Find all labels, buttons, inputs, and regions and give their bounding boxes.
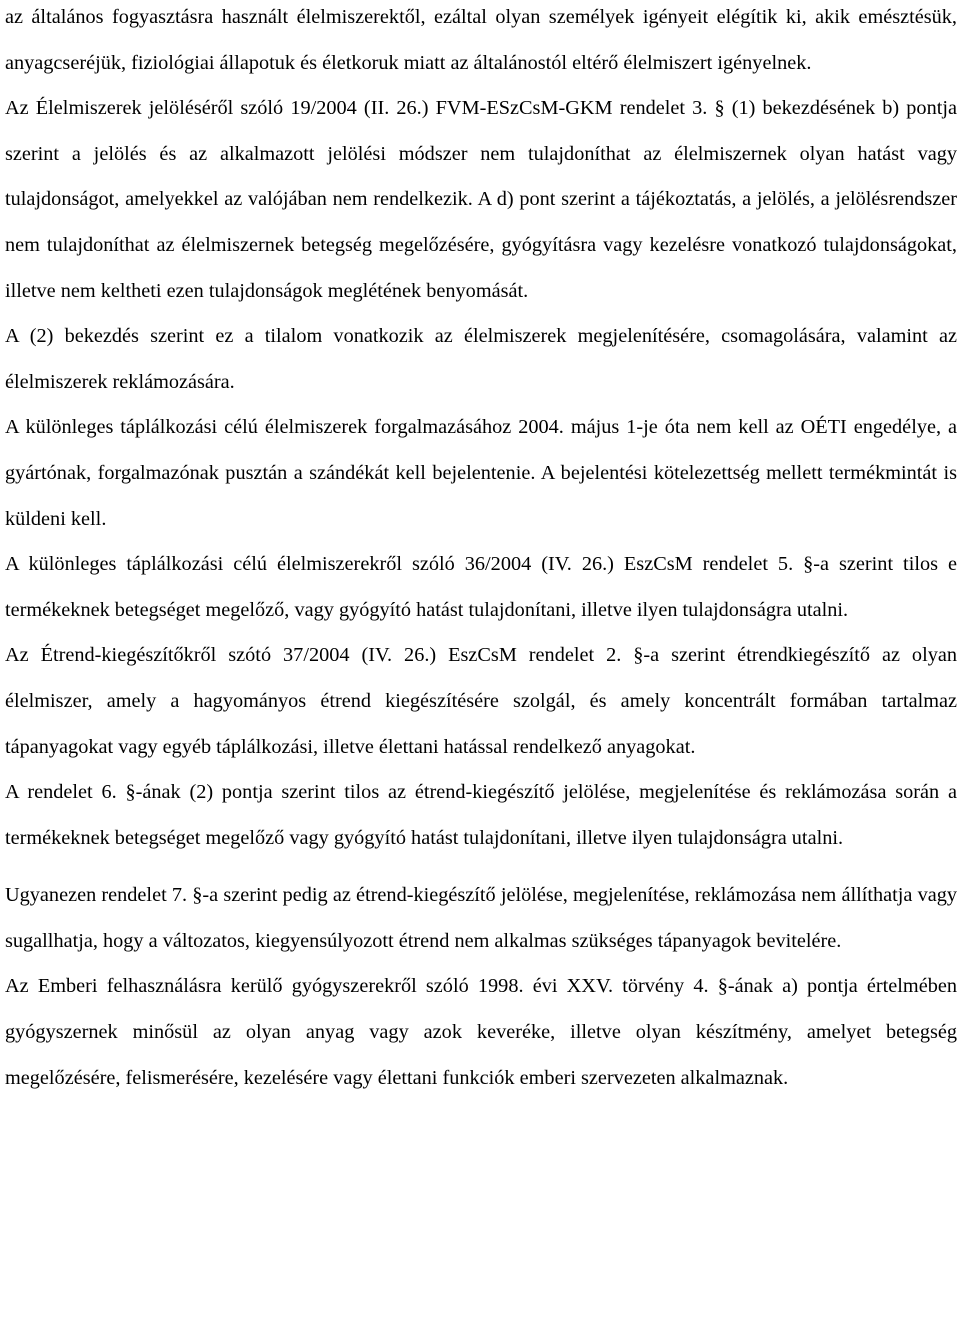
paragraph-intro-continuation: az általános fogyasztásra használt élelmiszerektől, ezáltal olyan személyek igényeit elégítik ki, akik emésztésük, anyagcseréjük, fiziológiai állapotuk és életkoruk miatt az általánostól eltérő élelmiszert igényelnek. (5, 6, 957, 74)
paragraph-medicine-definition: Az Emberi felhasználásra kerülő gyógyszerekről szóló 1998. évi XXV. törvény 4. §-ának a) pontja értelmében gyógyszernek minősül az olyan anyag vagy azok keveréke, illetve olyan készítmény, amelyet betegség megelőzésére, felismerésére, kezelésére vagy élettani funkciók emberi szervezeten alkalmaznak. (5, 975, 957, 1089)
paragraph-prohibition-scope: A (2) bekezdés szerint ez a tilalom vonatkozik az élelmiszerek megjelenítésére, csomagolására, valamint az élelmiszerek reklámozására. (5, 325, 957, 393)
paragraph-supplement-definition: Az Étrend-kiegészítőkről szótó 37/2004 (IV. 26.) EszCsM rendelet 2. §-a szerint étrendkiegészítő az olyan élelmiszer, amely a hagyományos étrend kiegészítésére szolgál, és amely koncentrált formában tartalmaz tápanyagokat vagy egyéb táplálkozási, illetve élettani hatással rendelkező anyagokat. (5, 644, 957, 758)
paragraph-notification: A különleges táplálkozási célú élelmiszerek forgalmazásához 2004. május 1-je óta nem kell az OÉTI engedélye, a gyártónak, forgalmazónak pusztán a szándékát kell bejelentenie. A bejelentési kötelezettség mellett termékmintát is küldeni kell. (5, 416, 957, 530)
paragraph-supplement-labeling: A rendelet 6. §-ának (2) pontja szerint tilos az étrend-kiegészítő jelölése, megjelenítése és reklámozása során a termékeknek betegséget megelőző vagy gyógyító hatást tulajdonítani, illetve ilyen tulajdonságra utalni. (5, 781, 957, 849)
paragraph-special-nutrition-decree: A különleges táplálkozási célú élelmiszerekről szóló 36/2004 (IV. 26.) EszCsM rendelet 5. §-a szerint tilos e termékeknek betegséget megelőző, vagy gyógyító hatást tulajdonítani, illetve ilyen tulajdonságra utalni. (5, 553, 957, 621)
paragraph-labeling-decree: Az Élelmiszerek jelöléséről szóló 19/2004 (II. 26.) FVM-ESzCsM-GKM rendelet 3. § (1) bekezdésének b) pontja szerint a jelölés és az alkalmazott jelölési módszer nem tulajdoníthat az élelmiszernek olyan hatást vagy tulajdonságot, amelyekkel az valójában nem rendelkezik. A d) pont szerint a tájékoztatás, a jelölés, a jelölésrendszer nem tulajdoníthat az élelmiszernek betegség megelőzésére, gyógyításra vagy kezelésre vonatkozó tulajdonságokat, illetve nem keltheti ezen tulajdonságok meglétének benyomását. (5, 97, 957, 302)
paragraph-supplement-advertising: Ugyanezen rendelet 7. §-a szerint pedig az étrend-kiegészítő jelölése, megjelenítése, reklámozása nem állíthatja vagy sugallhatja, hogy a változatos, kiegyensúlyozott étrend nem alkalmas szükséges tápanyagok bevitelére. (5, 884, 957, 952)
